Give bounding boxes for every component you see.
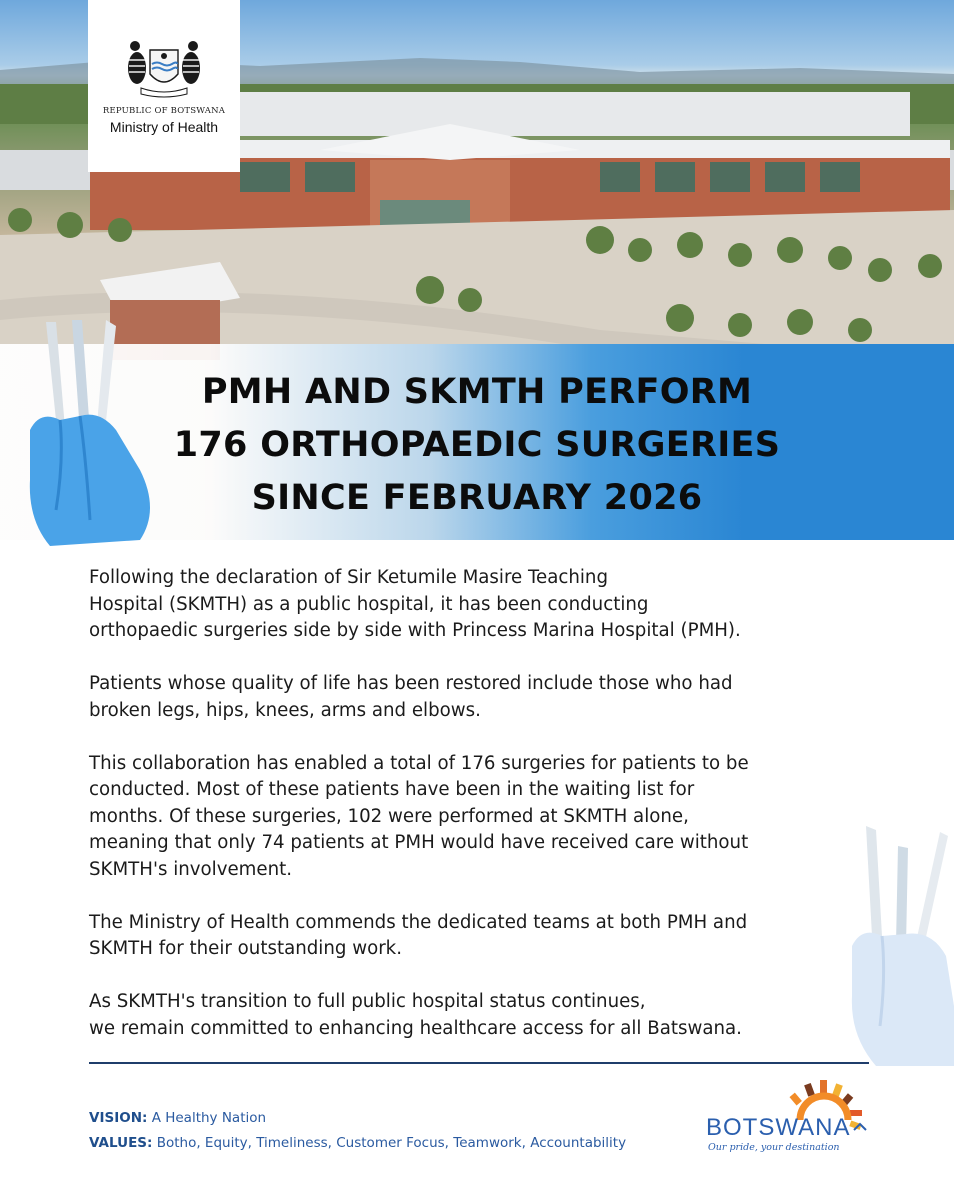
brand-name: BOTSWANA <box>706 1114 851 1141</box>
headline-line-1: PMH AND SKMTH PERFORM <box>201 372 753 412</box>
scalpel-in-glove-icon <box>836 826 954 1066</box>
coat-of-arms-icon <box>119 34 209 100</box>
footer-statements <box>89 1106 626 1156</box>
text-line: SKMTH's involvement. <box>89 858 293 880</box>
paragraph-declaration <box>89 565 889 645</box>
footer-divider <box>89 1062 869 1064</box>
values-row <box>89 1131 626 1156</box>
ministry-logo-block <box>88 0 240 172</box>
vision-row <box>89 1106 626 1131</box>
text-line: orthopaedic surgeries side by side with Princess Marina Hospital (PMH). <box>89 620 741 641</box>
botswana-brand-logo <box>704 1080 874 1160</box>
text-line: Patients whose quality of life has been restored include those who had <box>89 673 733 694</box>
text-line: months. Of these surgeries, 102 were performed at SKMTH alone, <box>89 805 689 827</box>
text-line: The Ministry of Health commends the dedicated teams at both PMH and <box>89 911 748 933</box>
text-line: As SKMTH's transition to full public hospital status continues, <box>89 991 646 1012</box>
paragraph-commitment <box>89 989 889 1042</box>
headline-line-3: SINCE FEBRUARY 2026 <box>251 478 703 518</box>
values-text: Botho, Equity, Timeliness, Customer Focus, Teamwork, Accountability <box>156 1135 627 1151</box>
headline <box>0 366 954 525</box>
ministry-label: Ministry of Health <box>109 119 219 135</box>
vision-label: VISION: <box>89 1110 148 1126</box>
vision-text: A Healthy Nation <box>151 1110 267 1126</box>
republic-label: REPUBLIC OF BOTSWANA <box>102 106 226 116</box>
paragraph-patients <box>89 671 889 724</box>
text-line: conducted. Most of these patients have been in the waiting list for <box>89 779 695 800</box>
text-line: broken legs, hips, knees, arms and elbows. <box>89 699 481 721</box>
paragraph-commendation <box>89 910 889 963</box>
article-body <box>89 565 889 1069</box>
text-line: Following the declaration of Sir Ketumile Masire Teaching <box>89 567 609 588</box>
text-line: Hospital (SKMTH) as a public hospital, it has been conducting <box>89 593 649 615</box>
headline-line-2: 176 ORTHOPAEDIC SURGERIES <box>173 425 781 465</box>
brand-tagline: Our pride, your destination <box>708 1142 840 1153</box>
text-line: This collaboration has enabled a total of 176 surgeries for patients to be <box>89 752 749 774</box>
text-line: SKMTH for their outstanding work. <box>89 938 402 959</box>
text-line: meaning that only 74 patients at PMH would have received care without <box>89 832 749 853</box>
text-line: we remain committed to enhancing healthcare access for all Batswana. <box>89 1017 742 1039</box>
values-label: VALUES: <box>89 1135 153 1151</box>
paragraph-collaboration <box>89 751 889 884</box>
